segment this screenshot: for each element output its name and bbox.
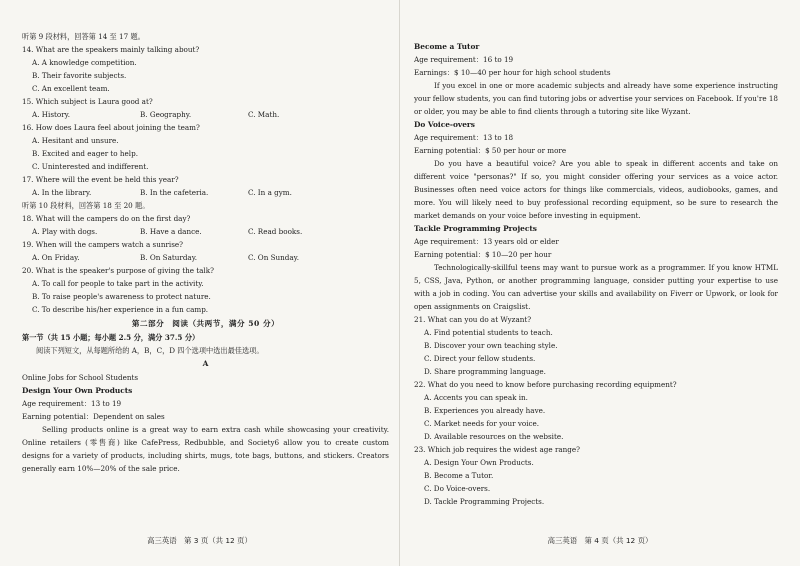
option-17c: C. In a gym. <box>248 188 292 197</box>
option-20a: A. To call for people to take part in the activity. <box>32 279 204 288</box>
options-17 <box>22 186 389 199</box>
option-20c: C. To describe his/her experience in a fun camp. <box>32 305 209 314</box>
page-3-footer: 高三英语 第 3 页（共 12 页） <box>147 536 252 545</box>
section-10-instruction: 听第 10 段材料，回答第 18 至 20 题。 <box>22 201 150 210</box>
option-23c: C. Do Voice-overs. <box>424 484 491 493</box>
section-9-instruction: 听第 9 段材料，回答第 14 至 17 题。 <box>22 32 145 41</box>
job-2-age: Age requirement：16 to 19 <box>414 55 514 64</box>
option-23d: D. Tackle Programming Projects. <box>424 497 545 506</box>
option-19c: C. On Sunday. <box>248 253 300 262</box>
options-18 <box>22 225 389 238</box>
option-15c: C. Math. <box>248 110 280 119</box>
question-21: 21. What can you do at Wyzant? <box>414 315 532 324</box>
option-22c: C. Market needs for your voice. <box>424 419 540 428</box>
option-15b: B. Geography. <box>140 110 192 119</box>
job-1-paragraph: Selling products online is a great way to earn extra cash while showcasing your creativity. Online retailers (零售商) like CafePress, Redbubble, and Society6 allow you to create custom designs for a variety of products, including shirts, mugs, tote bags, buttons, and stickers. Creators generally earn 10%—20% of the sale price. <box>22 425 389 473</box>
option-16b: B. Excited and eager to help. <box>32 149 138 158</box>
option-21b: B. Discover your own teaching style. <box>424 341 558 350</box>
page-4-footer: 高三英语 第 4 页（共 12 页） <box>547 536 653 545</box>
option-16a: A. Hesitant and unsure. <box>32 136 119 145</box>
option-19b: B. On Saturday. <box>140 253 198 262</box>
options-19 <box>22 251 389 264</box>
option-23b: B. Become a Tutor. <box>424 471 494 480</box>
job-3-title: Do Voice-overs <box>414 120 475 129</box>
passage-title: Online Jobs for School Students <box>22 373 139 382</box>
job-2-paragraph: If you excel in one or more academic subjects and already have some experience instructing your fellow students, you can find tutoring jobs or advertise your services on Facebook. If you're 18 or older, you may be able to find clients through a tutoring site like Wyzant. <box>414 81 778 116</box>
question-22: 22. What do you need to know before purchasing recording equipment? <box>414 380 677 389</box>
reading-instruction: 阅读下列短文，从每题所给的 A，B，C，D 四个选项中选出最佳选项。 <box>36 346 264 355</box>
page-4 <box>400 0 800 566</box>
question-14: 14. What are the speakers mainly talking about? <box>22 45 200 54</box>
option-18a: A. Play with dogs. <box>32 227 98 236</box>
job-1-title: Design Your Own Products <box>22 386 133 395</box>
option-22a: A. Accents you can speak in. <box>424 393 528 402</box>
question-16: 16. How does Laura feel about joining the team? <box>22 123 200 132</box>
option-23a: A. Design Your Own Products. <box>424 458 534 467</box>
option-15a: A. History. <box>32 110 71 119</box>
option-16c: C. Uninterested and indifferent. <box>32 162 149 171</box>
section-1-heading: 第一节（共 15 小题；每小题 2.5 分，满分 37.5 分） <box>22 333 200 342</box>
job-1-earnings: Earning potential：Dependent on sales <box>22 412 165 421</box>
job-2-title: Become a Tutor <box>414 42 480 51</box>
option-21d: D. Share programming language. <box>424 367 546 376</box>
part-2-heading: 第二部分 阅读（共两节，满分 50 分） <box>131 319 280 328</box>
job-3-age: Age requirement：13 to 18 <box>414 133 514 142</box>
option-14c: C. An excellent team. <box>32 84 110 93</box>
options-15 <box>22 108 389 121</box>
question-18: 18. What will the campers do on the first day? <box>22 214 191 223</box>
job-3-paragraph: Do you have a beautiful voice? Are you able to speak in different accents and take on different voice "personas?" If so, you might consider offering your services as a voice actor. Businesses often need voice actors for things like commercials, videos, audiobooks, games, and more. You will likely need to buy professional recording equipment, so be sure to research the market demands on your voice before investing in equipment. <box>414 159 778 220</box>
job-3-earnings: Earning potential：$ 50 per hour or more <box>414 146 567 155</box>
option-22d: D. Available resources on the website. <box>424 432 564 441</box>
job-1-age: Age requirement：13 to 19 <box>22 399 122 408</box>
job-4-earnings: Earning potential：$ 10—20 per hour <box>414 250 552 259</box>
option-20b: B. To raise people's awareness to protect nature. <box>32 292 211 301</box>
option-21a: A. Find potential students to teach. <box>424 328 553 337</box>
option-19a: A. On Friday. <box>32 253 80 262</box>
option-17b: B. In the cafeteria. <box>140 188 209 197</box>
question-23: 23. Which job requires the widest age range? <box>414 445 580 454</box>
option-14b: B. Their favorite subjects. <box>32 71 127 80</box>
question-19: 19. When will the campers watch a sunrise? <box>22 240 183 249</box>
job-4-paragraph: Technologically-skillful teens may want to pursue work as a programmer. If you know HTML 5, CSS, Java, Python, or another programming language, consider putting your expertise to use with a job in coding. You can advertise your skills and availability on Fiverr or Upwork, or look for open assignments on Craigslist. <box>414 263 778 311</box>
option-18b: B. Have a dance. <box>140 227 202 236</box>
option-14a: A. A knowledge competition. <box>32 58 137 67</box>
question-20: 20. What is the speaker's purpose of giving the talk? <box>22 266 214 275</box>
option-22b: B. Experiences you already have. <box>424 406 546 415</box>
question-15: 15. Which subject is Laura good at? <box>22 97 153 106</box>
job-4-title: Tackle Programming Projects <box>414 224 537 233</box>
passage-letter: A <box>202 359 209 368</box>
job-2-earnings: Earnings：$ 10—40 per hour for high school students <box>414 68 611 77</box>
option-18c: C. Read books. <box>248 227 303 236</box>
question-17: 17. Where will the event be held this year? <box>22 175 179 184</box>
option-17a: A. In the library. <box>32 188 92 197</box>
job-4-age: Age requirement：13 years old or elder <box>414 237 559 246</box>
option-21c: C. Direct your fellow students. <box>424 354 536 363</box>
